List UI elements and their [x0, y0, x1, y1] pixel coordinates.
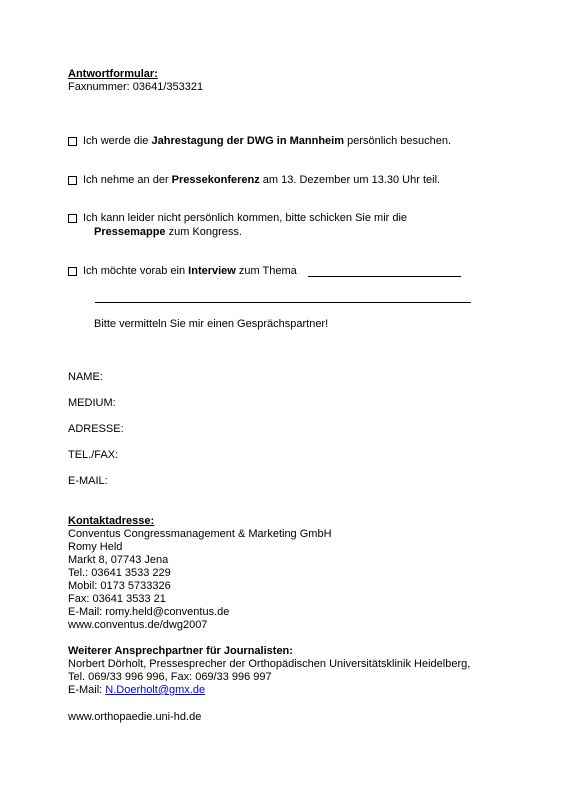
- journalists-email-label: E-Mail:: [68, 684, 106, 696]
- contact-line: Markt 8, 07743 Jena: [68, 554, 169, 566]
- website: www.orthopaedie.uni-hd.de: [68, 711, 202, 723]
- journalists-email-link[interactable]: N.Doerholt@gmx.de: [105, 684, 206, 696]
- contact-line: www.conventus.de/dwg2007: [68, 619, 208, 631]
- option-pc-post: am 13. Dezember um 13.30 Uhr teil.: [259, 174, 441, 186]
- option-press-kit-post: zum Kongress.: [165, 226, 242, 238]
- contact-heading: Kontaktadresse:: [68, 515, 155, 527]
- journalists-line2: Tel. 069/33 996 996, Fax: 069/33 996 997: [68, 671, 272, 683]
- option-press-kit-bold: Pressemappe: [94, 226, 166, 238]
- option-interview-text: [83, 265, 297, 278]
- option-press-kit-line1: Ich kann leider nicht persönlich kommen, bitte schicken Sie mir die: [83, 212, 408, 224]
- form-title: Antwortformular:: [68, 68, 158, 80]
- field-telfax-label: TEL./FAX:: [68, 449, 119, 461]
- checkbox-press-kit[interactable]: [68, 214, 77, 223]
- option-press-conference-text: [83, 174, 440, 187]
- option-attend-post: persönlich besuchen.: [344, 135, 452, 147]
- field-medium-label: MEDIUM:: [68, 397, 116, 409]
- contact-line: Tel.: 03641 3533 229: [68, 567, 171, 579]
- field-email-label: E-MAIL:: [68, 475, 108, 487]
- partner-request: Bitte vermitteln Sie mir einen Gesprächspartner!: [94, 318, 329, 330]
- option-interview-bold: Interview: [188, 265, 236, 277]
- checkbox-interview[interactable]: [68, 267, 77, 276]
- contact-line: Romy Held: [68, 541, 123, 553]
- option-interview-pre: Ich möchte vorab ein: [83, 265, 189, 277]
- option-attend-bold: Jahrestagung der DWG in Mannheim: [151, 135, 345, 147]
- option-attend-text: [83, 135, 451, 148]
- contact-line: E-Mail: romy.held@conventus.de: [68, 606, 230, 618]
- contact-line: Fax: 03641 3533 21: [68, 593, 166, 605]
- option-pc-bold: Pressekonferenz: [171, 174, 260, 186]
- contact-line: Conventus Congressmanagement & Marketing GmbH: [68, 528, 332, 540]
- journalists-email: [68, 684, 205, 697]
- option-press-kit-line2: [94, 226, 242, 239]
- checkbox-attend[interactable]: [68, 137, 77, 146]
- journalists-line1: Norbert Dörholt, Pressesprecher der Orthopädischen Universitätsklinik Heidelberg,: [68, 658, 471, 670]
- fax-number: Faxnummer: 03641/353321: [68, 81, 204, 93]
- option-pc-pre: Ich nehme an der: [83, 174, 172, 186]
- interview-topic-line-2[interactable]: [95, 302, 471, 303]
- field-adresse-label: ADRESSE:: [68, 423, 124, 435]
- option-interview-post: zum Thema: [235, 265, 297, 277]
- contact-line: Mobil: 0173 5733326: [68, 580, 171, 592]
- field-name-label: NAME:: [68, 371, 103, 383]
- option-attend-pre: Ich werde die: [83, 135, 152, 147]
- checkbox-press-conference[interactable]: [68, 176, 77, 185]
- interview-topic-line[interactable]: [308, 276, 461, 277]
- journalists-heading: Weiterer Ansprechpartner für Journalisten:: [68, 645, 293, 657]
